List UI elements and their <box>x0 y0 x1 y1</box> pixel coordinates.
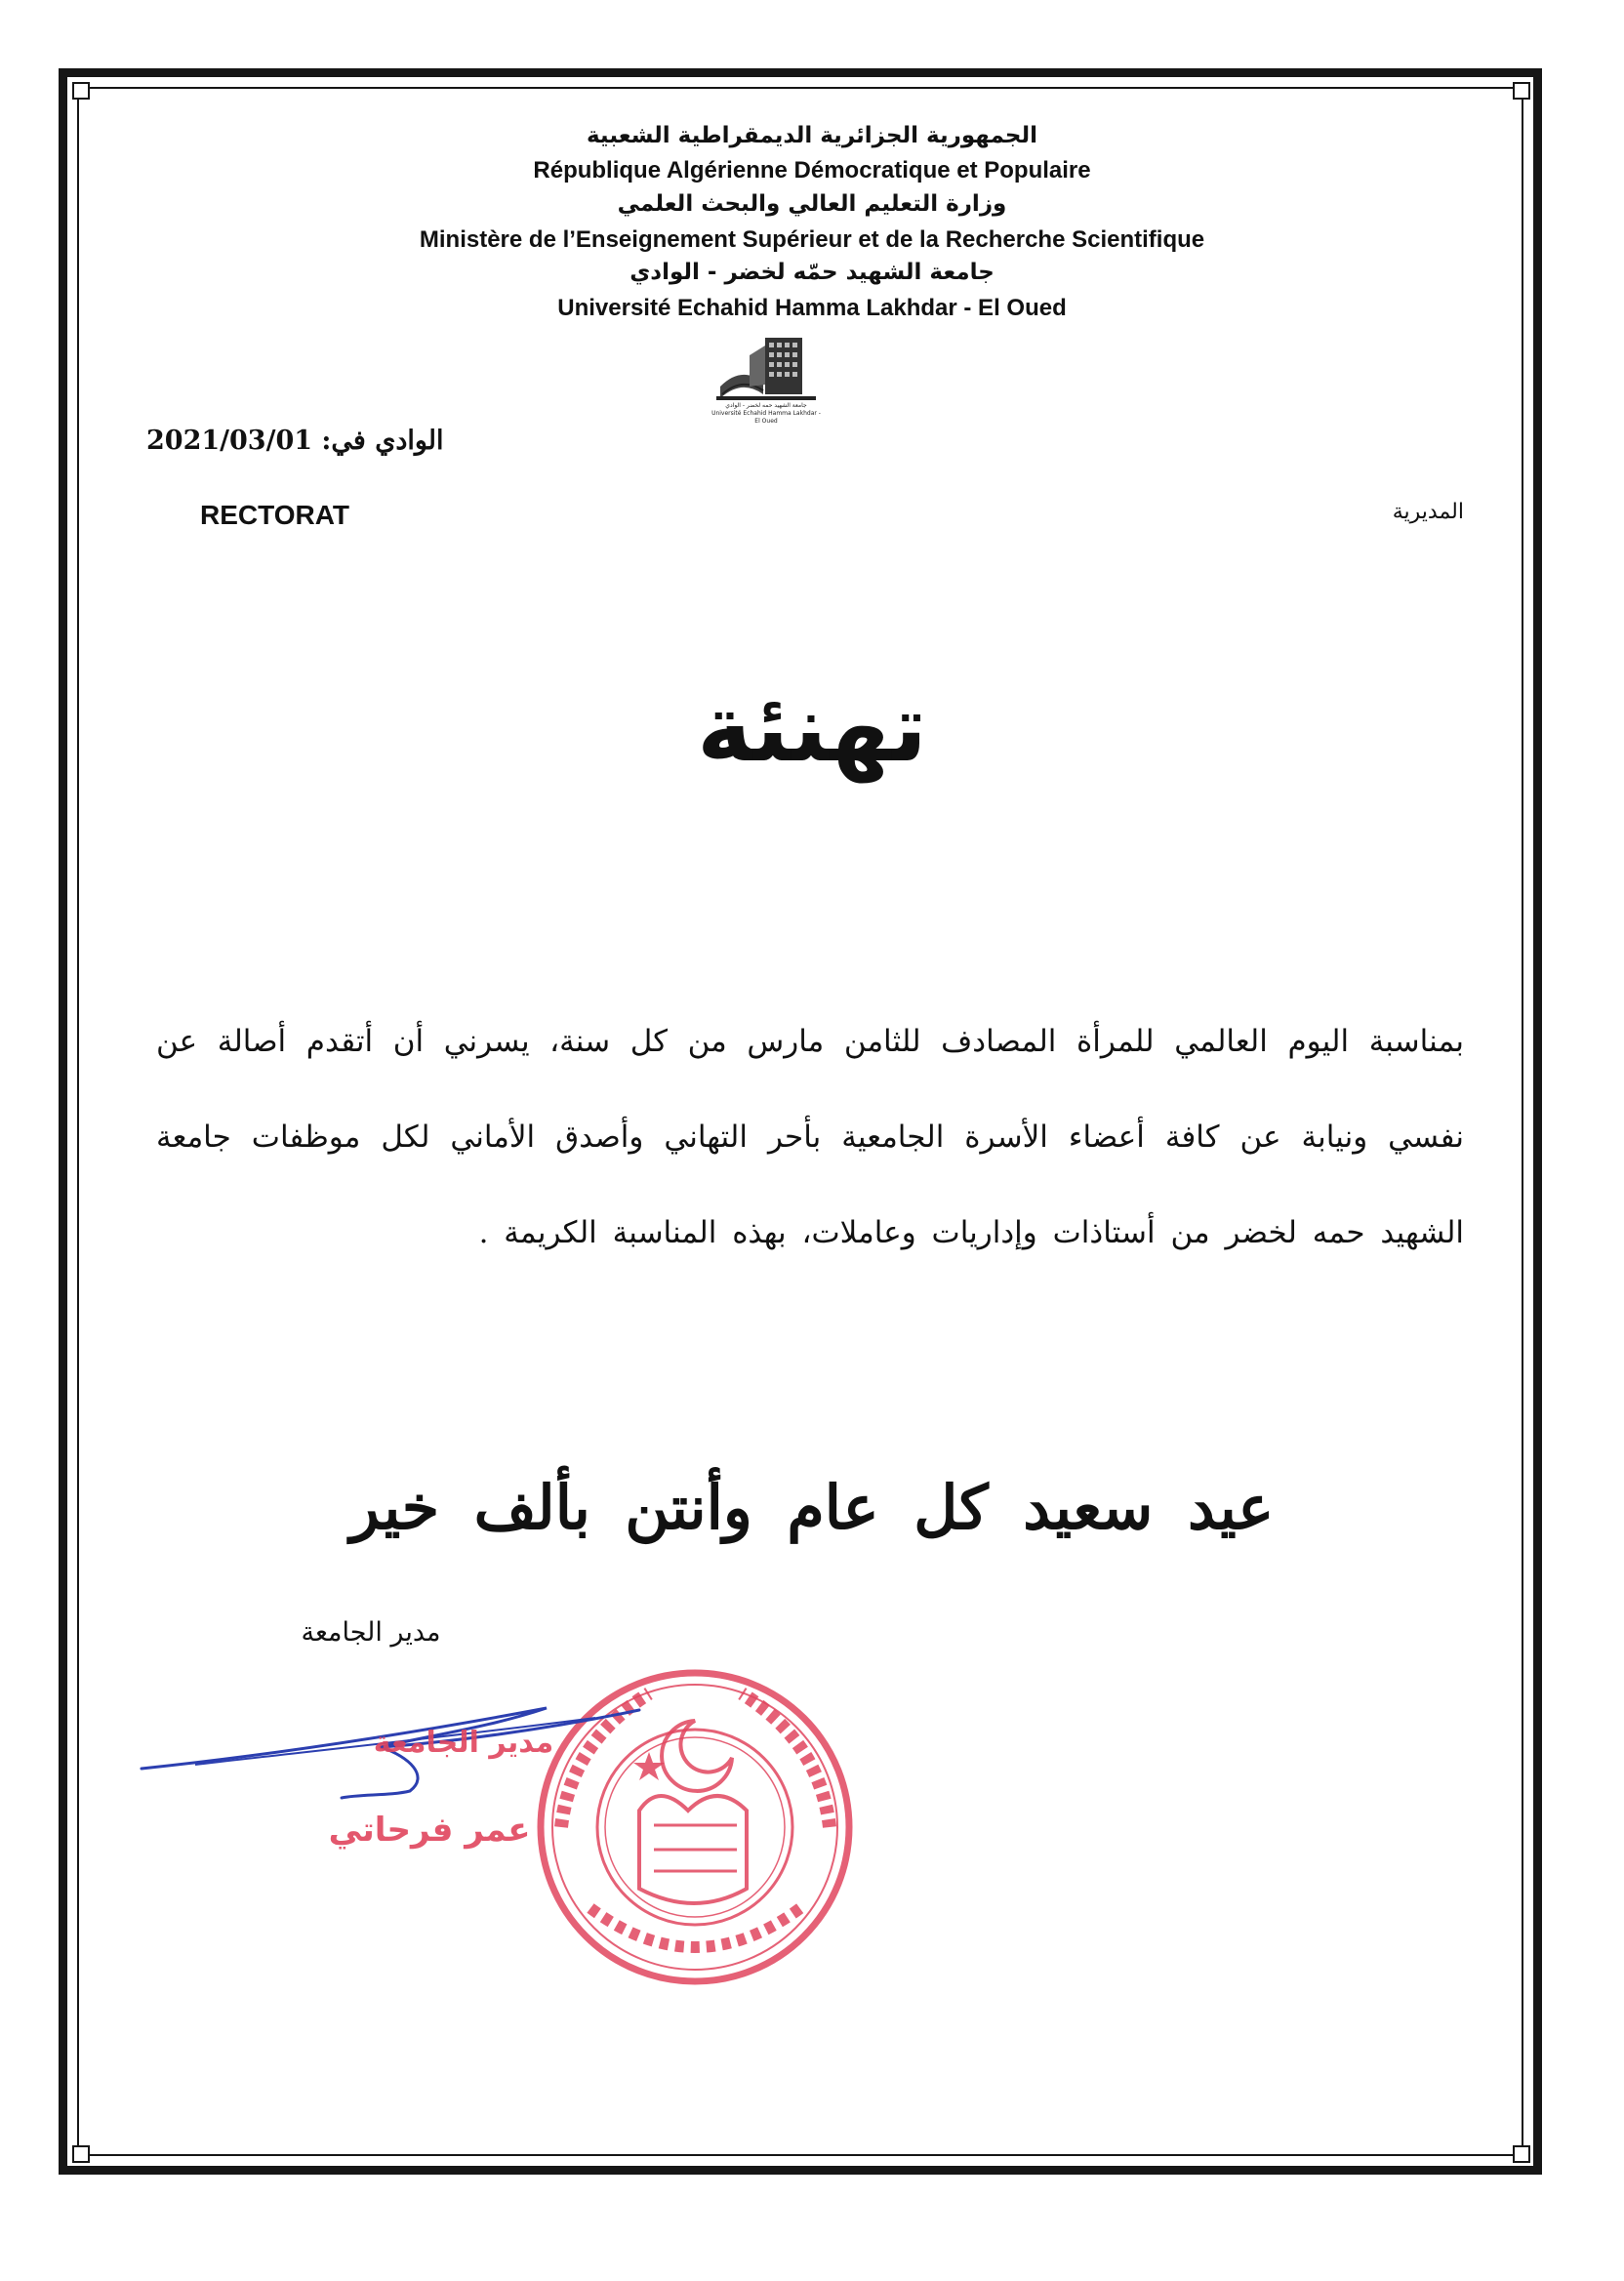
rectorat-label: RECTORAT <box>200 500 349 530</box>
frame-corner-ornament <box>72 82 90 100</box>
document-title: تهنئة <box>696 673 927 783</box>
stamp-name: عمر فرحاتي <box>328 1811 531 1850</box>
greeting-wish: عيد سعيد كل عام وأنتن بألف خير <box>349 1472 1275 1543</box>
frame-corner-ornament <box>1513 82 1530 100</box>
logo-caption: جامعة الشهيد حمه لخضر - الوادي Université Echahid Hamma Lakhdar - El Oued <box>711 402 821 425</box>
place-label: الوادي في: <box>321 426 444 456</box>
republic-french: République Algérienne Démocratique et Populaire <box>533 157 1091 183</box>
frame-corner-ornament <box>1513 2145 1530 2163</box>
ministry-arabic: وزارة التعليم العالي والبحث العلمي <box>617 191 1007 217</box>
signatory-title: مدير الجامعة <box>301 1617 441 1648</box>
republic-arabic: الجمهورية الجزائرية الديمقراطية الشعبية <box>586 123 1038 148</box>
direction-label: المديرية <box>1392 500 1464 524</box>
date-value: 2021/03/01 <box>146 426 313 456</box>
frame-corner-ornament <box>72 2145 90 2163</box>
stamp-title: مدير الجامعة <box>373 1726 554 1760</box>
university-arabic: جامعة الشهيد حمّه لخضر - الوادي <box>629 260 995 285</box>
date-line <box>146 426 478 456</box>
message-body: بمناسبة اليوم العالمي للمرأة المصادف للثامن مارس من كل سنة، يسرني أن أتقدم أصالة عن نفسي ونيابة عن كافة أعضاء الأسرة الجامعية بأحر التهاني وأصدق الأماني لكل موظفات جامعة الشهيد حمه لخضر من أستاذات وإداريات وعاملات، بهذه المناسبة الكريمة . <box>156 1024 1464 1250</box>
university-french: Université Echahid Hamma Lakhdar - El Oued <box>557 295 1067 321</box>
ministry-french: Ministère de l’Enseignement Supérieur et de la Recherche Scientifique <box>419 226 1205 253</box>
